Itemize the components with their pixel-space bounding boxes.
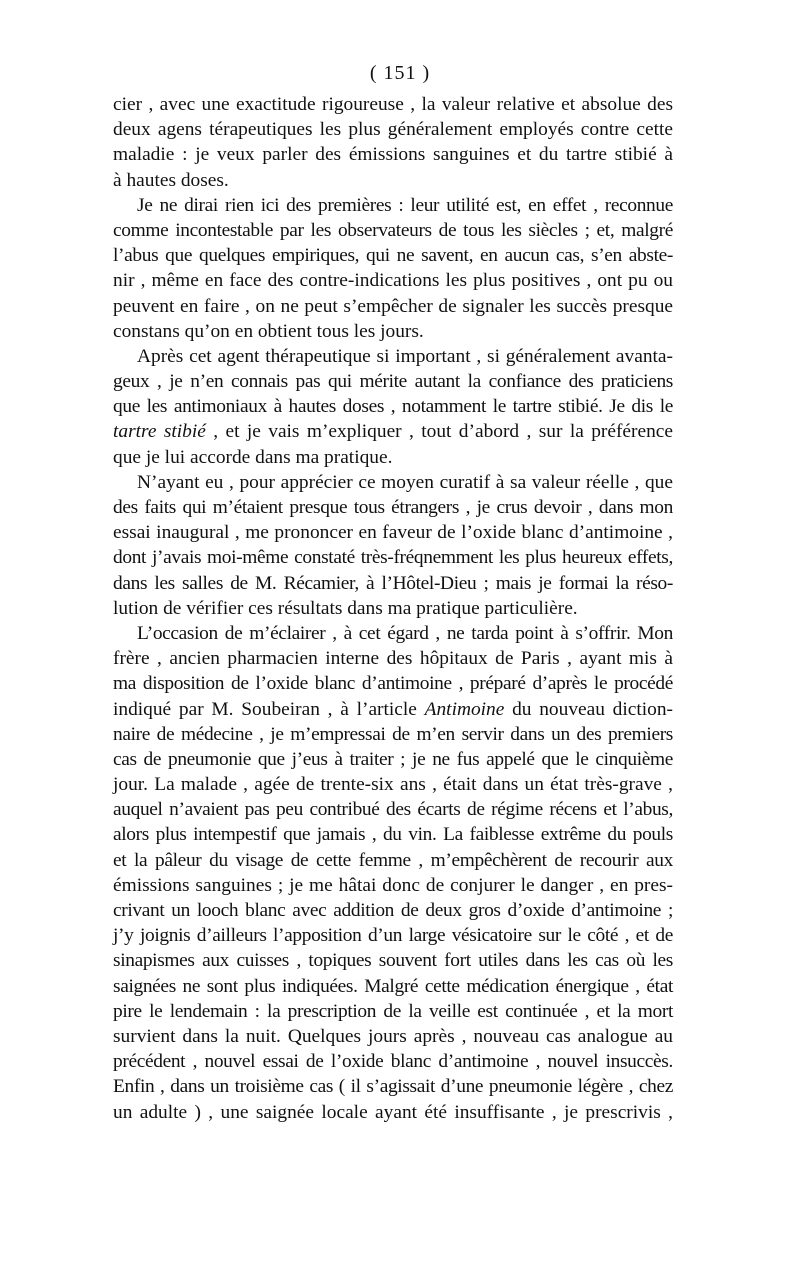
text-line: peuvent en faire , on ne peut s’empêcher de signaler les succès presque [113,295,673,317]
text-line: ma disposition de l’oxide blanc d’antimoine , préparé d’après le procédé [113,673,673,695]
page-number: ( 151 ) [369,62,431,84]
text-line: essai inaugural , me prononcer en faveur de l’oxide blanc d’antimoine , [113,522,673,544]
text-line: sinapismes aux cuisses , topiques souvent fort utiles dans les cas où les [113,950,673,972]
text-line: deux agens térapeutiques les plus généralement employés contre cette [113,119,673,141]
text-line: l’abus que quelques empiriques, qui ne savent, en aucun cas, s’en abste- [113,245,673,267]
body-text [113,92,673,1125]
text-line: dont j’avais moi-même constaté très-fréqnemment les plus heureux effets, [113,547,673,569]
text-line: Je ne dirai rien ici des premières : leur utilité est, en effet , reconnue [137,194,673,216]
text-line: Enfin , dans un troisième cas ( il s’agissait d’une pneumonie légère , chez [113,1076,673,1098]
text-line: dans les salles de M. Récamier, à l’Hôtel-Dieu ; mais je formai la réso- [113,572,673,594]
text-line: tartre stibié , et je vais m’expliquer , tout d’abord , sur la préférence [113,421,673,443]
text-line: des faits qui m’étaient presque tous étrangers , je crus devoir , dans mon [113,497,673,518]
text-line: Après cet agent thérapeutique si important , si généralement avanta- [137,345,673,367]
text-line: maladie : je veux parler des émissions sanguines et du tartre stibié à [113,144,673,166]
text-line: N’ayant eu , pour apprécier ce moyen curatif à sa valeur réelle , que [137,471,673,493]
text-line: L’occasion de m’éclairer , à cet égard , ne tarda point à s’offrir. Mon [137,622,673,644]
text-line: précédent , nouvel essai de l’oxide blanc d’antimoine , nouvel insuccès. [113,1051,673,1073]
text-line: lution de vérifier ces résultats dans ma pratique particulière. [113,597,578,619]
text-line: constans qu’on en obtient tous les jours. [113,320,424,342]
text-line: comme incontestable par les observateurs de tous les siècles ; et, malgré [113,219,673,241]
text-line: nir , même en face des contre-indications les plus positives , ont pu ou [113,270,673,292]
text-line: cier , avec une exactitude rigoureuse , la valeur relative et absolue des [113,94,673,115]
text-line: que les antimoniaux à hautes doses , notamment le tartre stibié. Je dis le [113,396,673,418]
text-line: que je lui accorde dans ma pratique. [113,446,393,468]
text-line: auquel n’avaient pas peu contribué des écarts de régime récens et l’abus, [113,799,673,821]
text-line: alors plus intempestif que jamais , du vin. La faiblesse extrême du pouls [113,824,673,846]
text-line: geux , je n’en connais pas qui mérite autant la confiance des praticiens [113,371,673,393]
text-line: à hautes doses. [113,169,229,191]
text-line: crivant un looch blanc avec addition de deux gros d’oxide d’antimoine ; [113,900,673,921]
text-line: j’y joignis d’ailleurs l’apposition d’un large vésicatoire sur le côté , et de [113,925,673,947]
text-line: survient dans la nuit. Quelques jours après , nouveau cas analogue au [113,1025,673,1047]
text-line: et la pâleur du visage de cette femme , m’empêchèrent de recourir aux [113,849,673,871]
text-line: saignées ne sont plus indiquées. Malgré cette médication énergique , état [113,975,673,997]
text-line: pire le lendemain : la prescription de la veille est continuée , et la mort [113,1000,673,1022]
text-line: frère , ancien pharmacien interne des hôpitaux de Paris , ayant mis à [113,648,673,670]
text-line: cas de pneumonie que j’eus à traiter ; je ne fus appelé que le cinquième [113,748,673,770]
text-line: naire de médecine , je m’empressai de m’en servir dans un des premiers [113,723,673,745]
text-line: émissions sanguines ; je me hâtai donc de conjurer le danger , en pres- [113,874,673,896]
text-line: indiqué par M. Soubeiran , à l’article Antimoine du nouveau diction- [113,698,673,720]
text-line: jour. La malade , agée de trente-six ans , était dans un état très-grave , [113,774,673,796]
text-line: un adulte ) , une saignée locale ayant été insuffisante , je prescrivis , [113,1101,673,1123]
